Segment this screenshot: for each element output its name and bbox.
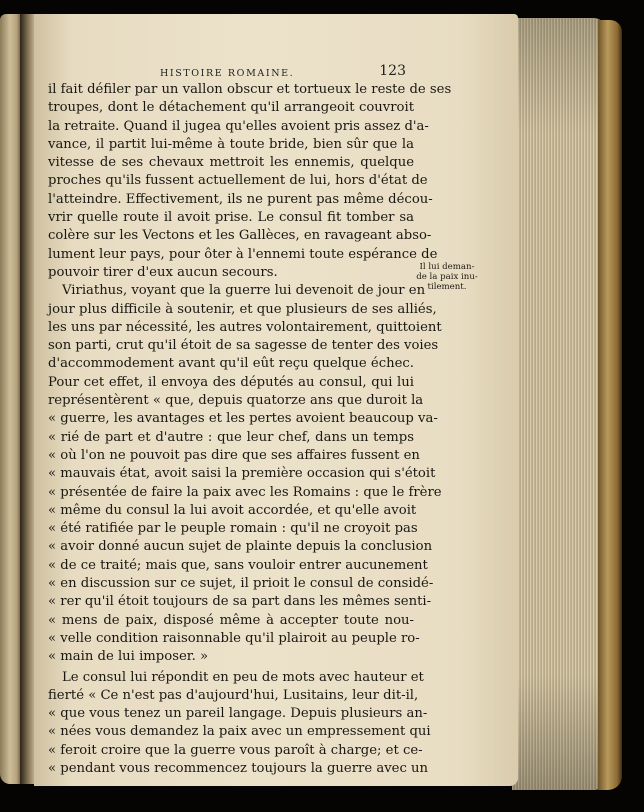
text-line: « en discussion sur ce sujet, il prioit le consul de considé- [48, 576, 434, 592]
margin-note-line: tilement. [427, 282, 467, 293]
text-line: « rer qu'il étoit toujours de sa part dans les mêmes senti- [48, 594, 432, 610]
text-line: « présentée de faire la paix avec les Romains : que le frère [48, 484, 442, 500]
text-line: troupes, dont le détachement qu'il arrangeoit couvroit [48, 100, 414, 116]
text-line: vance, il partit lui-même à toute bride, bien sûr que la [48, 136, 414, 152]
text-line: d'accommodement avant qu'il eût reçu quelque échec. [48, 356, 414, 372]
margin-note [414, 262, 480, 293]
text-line: « velle condition raisonnable qu'il plairoit au peuple ro- [48, 630, 420, 646]
text-line: il fait défiler par un vallon obscur et tortueux le reste de ses [48, 82, 452, 97]
running-title: HISTOIRE ROMAINE. [160, 68, 295, 79]
text-line: vitesse de ses chevaux mettroit les ennemis, quelque [48, 155, 414, 171]
text-line: les uns par nécessité, les autres volontairement, quittoient [48, 319, 442, 335]
text-line: la retraite. Quand il jugea qu'elles avoient pris assez d'a- [48, 118, 429, 134]
text-line: « rié de part et d'autre : que leur chef, dans un temps [48, 429, 414, 445]
text-line: lument leur pays, pour ôter à l'ennemi toute espérance de [48, 246, 438, 262]
text-line: « même du consul la lui avoit accordée, et qu'elle avoit [48, 502, 417, 518]
text-line: pouvoir tirer d'eux aucun secours. [48, 264, 278, 280]
text-line: fierté « Ce n'est pas d'aujourd'hui, Lusitains, leur dit-il, [48, 687, 419, 703]
text-line: représentèrent « que, depuis quatorze ans que duroit la [48, 393, 424, 409]
text-line: « que vous tenez un pareil langage. Depuis plusieurs an- [48, 706, 428, 722]
text-line: « mauvais état, avoit saisi la première occasion qui s'étoit [48, 466, 436, 482]
text-line: « pendant vous recommencez toujours la guerre avec un [48, 760, 429, 776]
margin-note-line: Il lui deman- [419, 262, 475, 272]
text-line: Viriathus, voyant que la guerre lui devenoit de jour en [62, 283, 426, 299]
page-stack-shadow [512, 18, 604, 790]
text-line: proches qu'ils fussent actuellement de lui, hors d'état de [48, 173, 428, 189]
text-line: l'atteindre. Effectivement, ils ne purent pas même décou- [48, 191, 433, 207]
left-page-edge [0, 14, 22, 784]
page-number: 123 [379, 63, 406, 79]
text-line: colère sur les Vectons et les Gallèces, en ravageant abso- [48, 228, 432, 244]
text-line: « nées vous demandez la paix avec un empressement qui [48, 724, 431, 740]
text-line: « où l'on ne pouvoit pas dire que ses affaires fussent en [48, 447, 420, 463]
text-line: Pour cet effet, il envoya des députés au consul, qui lui [48, 374, 414, 390]
text-line: « été ratifiée par le peuple romain : qu'il ne croyoit pas [48, 521, 418, 537]
text-line: « main de lui imposer. » [48, 649, 209, 665]
text-line: « mens de paix, disposé même à accepter toute nou- [48, 612, 414, 628]
text-line: « avoir donné aucun sujet de plainte depuis la conclusion [48, 539, 433, 555]
book-cover-edge [598, 20, 622, 790]
margin-note-line: de la paix inu- [416, 272, 478, 283]
text-line: « feroit croire que la guerre vous paroît à charge; et ce- [48, 742, 423, 758]
text-line: « de ce traité; mais que, sans vouloir entrer aucunement [48, 557, 428, 573]
text-line: vrir quelle route il avoit prise. Le consul fit tomber sa [48, 210, 414, 226]
text-line: jour plus difficile à soutenir, et que plusieurs de ses alliés, [48, 301, 437, 317]
text-line: son parti, crut qu'il étoit de sa sagesse de tenter des voies [48, 338, 439, 354]
text-line: Le consul lui répondit en peu de mots avec hauteur et [62, 669, 424, 685]
text-line: « guerre, les avantages et les pertes avoient beaucoup va- [48, 411, 438, 427]
